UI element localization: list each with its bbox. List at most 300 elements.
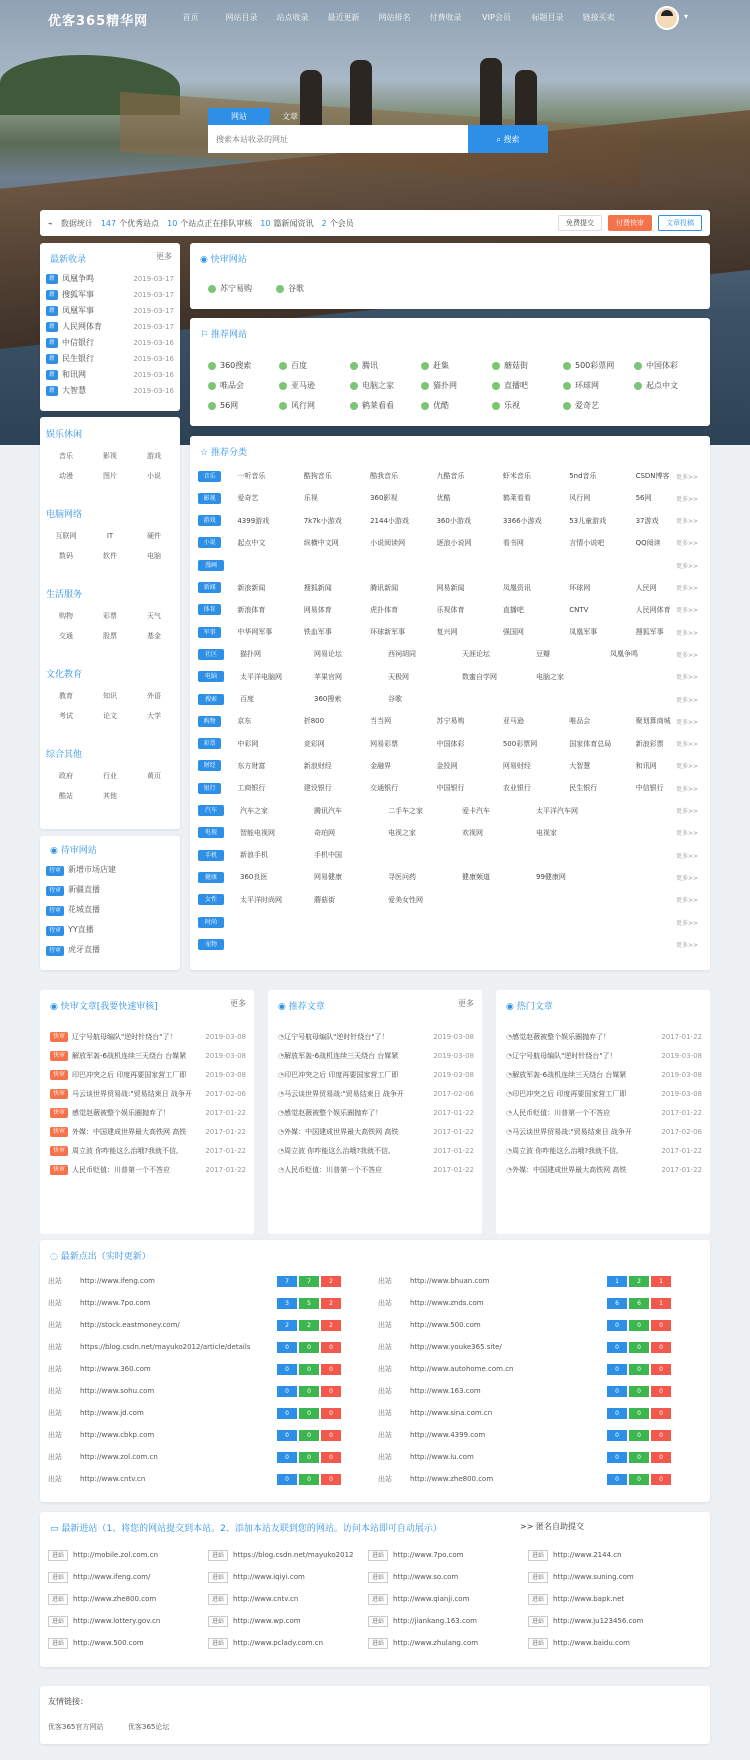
category-site-link[interactable]: 起点中文 (237, 538, 266, 547)
visit-url[interactable]: http://www.ju123456.com (553, 1617, 644, 1625)
click-url[interactable]: http://www.360.com (80, 1365, 151, 1373)
category-site-link[interactable]: 言情小说吧 (569, 538, 605, 547)
article-item[interactable] (278, 1163, 474, 1177)
category-more-link[interactable]: 更多>> (675, 785, 698, 793)
article-item[interactable] (506, 1049, 702, 1063)
click-url[interactable]: http://www.youke365.site/ (410, 1343, 502, 1351)
category-site-link[interactable]: 亚马逊 (502, 717, 524, 726)
category-site-link[interactable]: 53儿童游戏 (569, 516, 607, 525)
category-site-link[interactable]: 逐浪小说网 (436, 538, 472, 547)
click-url[interactable]: http://www.lu.com (410, 1453, 474, 1461)
pending-item[interactable] (46, 864, 116, 876)
category-site-link[interactable]: 西祠胡同 (388, 650, 416, 659)
category-link[interactable]: 大学 (147, 712, 161, 720)
category-site-link[interactable]: 直播吧 (502, 605, 524, 614)
category-site-link[interactable]: 金融界 (370, 761, 392, 770)
site-link[interactable] (421, 360, 449, 371)
site-link[interactable] (350, 380, 394, 391)
site-link[interactable] (634, 380, 678, 391)
category-site-link[interactable]: 网易新闻 (436, 583, 465, 592)
visit-item[interactable] (368, 1634, 478, 1652)
article-item[interactable] (278, 1030, 474, 1044)
search-button[interactable] (468, 125, 548, 153)
article-item[interactable] (50, 1106, 246, 1120)
category-link[interactable]: 考试 (59, 712, 73, 720)
click-row[interactable] (48, 1426, 368, 1444)
category-site-link[interactable]: 中国银行 (436, 784, 465, 793)
pending-item[interactable] (46, 944, 100, 956)
visit-item[interactable] (208, 1634, 323, 1652)
category-site-link[interactable]: 5nd音乐 (569, 472, 597, 480)
category-site-link[interactable]: 网易彩票 (370, 739, 399, 748)
site-link[interactable] (492, 380, 528, 391)
nav-item[interactable]: 付费收录 (429, 13, 462, 22)
click-row[interactable] (378, 1448, 698, 1466)
nav-item[interactable]: 标题目录 (531, 13, 564, 22)
category-link[interactable]: 其他 (103, 792, 117, 800)
category-site-link[interactable]: 网易体育 (303, 605, 332, 614)
nav-item[interactable]: VIP会员 (482, 13, 511, 22)
category-tag[interactable]: 游戏 (198, 515, 221, 526)
category-tag[interactable]: 时尚 (198, 917, 224, 928)
category-site-link[interactable]: 民生银行 (569, 784, 598, 793)
category-more-link[interactable]: 更多>> (675, 941, 698, 949)
click-url[interactable]: http://www.sohu.com (80, 1387, 155, 1395)
article-item[interactable] (50, 1144, 246, 1158)
visit-item[interactable] (528, 1546, 622, 1564)
category-site-link[interactable]: 欢视网 (462, 828, 483, 837)
article-item[interactable] (278, 1144, 474, 1158)
category-site-link[interactable]: 九酷音乐 (436, 472, 465, 480)
friend-link[interactable]: 优客365官方网站 (48, 1723, 104, 1731)
visit-url[interactable]: http://www.ifeng.com/ (73, 1573, 151, 1581)
article-item[interactable] (50, 1125, 246, 1139)
category-tag[interactable]: 健康 (198, 872, 224, 883)
category-site-link[interactable]: 京东 (237, 717, 252, 726)
visit-url[interactable]: http://www.iqiyi.com (233, 1573, 305, 1581)
visit-item[interactable] (368, 1546, 463, 1564)
article-item[interactable] (50, 1068, 246, 1082)
category-site-link[interactable]: 人民网 (635, 583, 657, 592)
click-row[interactable] (48, 1294, 368, 1312)
click-url[interactable]: http://www.ifeng.com (80, 1277, 155, 1285)
site-logo[interactable]: 优客365精华网 (48, 14, 149, 29)
site-link[interactable] (350, 360, 378, 371)
category-site-link[interactable]: 37游戏 (635, 516, 659, 525)
visit-url[interactable]: http://www.suning.com (553, 1573, 634, 1581)
category-link[interactable]: 行业 (103, 772, 117, 780)
category-site-link[interactable]: 360搜索 (314, 695, 342, 703)
category-site-link[interactable]: 360小游戏 (436, 516, 471, 525)
click-url[interactable]: http://www.autohome.com.cn (410, 1365, 514, 1373)
category-site-link[interactable]: 腾讯汽车 (314, 806, 342, 815)
visit-url[interactable]: http://www.zhe800.com (73, 1595, 157, 1603)
category-tag[interactable]: 彩票 (198, 738, 221, 749)
nav-item[interactable]: 站点收录 (276, 13, 309, 22)
category-link[interactable]: 天气 (147, 612, 161, 620)
visit-item[interactable] (368, 1590, 469, 1608)
category-link[interactable]: 知识 (103, 692, 117, 700)
category-site-link[interactable]: 健康频道 (462, 873, 490, 882)
nav-item[interactable]: 首页 (182, 13, 199, 22)
category-tag[interactable]: 电脑 (198, 671, 224, 682)
site-link[interactable] (492, 360, 528, 371)
category-site-link[interactable]: 鹤莱看看 (502, 494, 531, 503)
category-more-link[interactable]: 更多>> (675, 607, 698, 615)
category-tag[interactable]: 体育 (198, 604, 221, 615)
category-site-link[interactable]: 新浪新闻 (237, 583, 266, 592)
nav-item[interactable]: 网站目录 (225, 13, 258, 22)
latest-item[interactable] (46, 367, 174, 382)
click-row[interactable] (378, 1316, 698, 1334)
nav-item[interactable]: 网站排名 (378, 13, 411, 22)
visit-url[interactable]: http://www.bapk.net (553, 1595, 625, 1603)
free-submit-button[interactable]: 免费提交 (558, 215, 602, 231)
category-site-link[interactable]: 汽车之家 (240, 806, 268, 815)
category-more-link[interactable]: 更多>> (675, 874, 698, 882)
click-row[interactable] (378, 1404, 698, 1422)
category-site-link[interactable]: 铁血军事 (303, 628, 332, 637)
latest-item[interactable] (46, 287, 174, 302)
site-link[interactable] (421, 380, 457, 391)
category-site-link[interactable]: 看书网 (502, 538, 524, 547)
category-link[interactable]: 酷站 (59, 792, 73, 800)
click-url[interactable]: http://www.znds.com (410, 1299, 484, 1307)
category-more-link[interactable]: 更多>> (675, 540, 698, 548)
article-item[interactable] (278, 1049, 474, 1063)
category-more-link[interactable]: 更多>> (675, 473, 698, 481)
article-item[interactable] (50, 1030, 246, 1044)
article-item[interactable] (506, 1125, 702, 1139)
click-url[interactable]: http://www.7po.com (80, 1299, 151, 1307)
site-link[interactable] (208, 360, 251, 371)
category-link[interactable]: 购物 (59, 612, 73, 620)
article-item[interactable] (278, 1068, 474, 1082)
category-link[interactable]: 影视 (103, 452, 117, 460)
category-site-link[interactable]: 360影视 (370, 494, 398, 503)
site-link[interactable] (208, 380, 244, 391)
category-site-link[interactable]: 百度 (240, 695, 254, 703)
site-link[interactable] (563, 380, 599, 391)
category-site-link[interactable]: 强国网 (502, 628, 524, 637)
category-site-link[interactable]: 新浪体育 (237, 605, 266, 614)
category-site-link[interactable]: 爱美女性网 (388, 895, 423, 904)
category-site-link[interactable]: 中信银行 (635, 784, 664, 793)
category-tag[interactable]: 电视 (198, 827, 224, 838)
category-link[interactable]: 教育 (59, 692, 73, 700)
visit-url[interactable]: http://www.qianji.com (393, 1595, 470, 1603)
visit-url[interactable]: http://www.2144.cn (553, 1551, 622, 1559)
category-site-link[interactable]: 99健康网 (536, 873, 566, 882)
category-site-link[interactable]: 电脑之家 (536, 672, 564, 681)
visit-item[interactable] (48, 1568, 150, 1586)
category-site-link[interactable]: 二手车之家 (388, 806, 423, 815)
category-site-link[interactable]: 乐视体育 (436, 605, 465, 614)
search-input[interactable] (208, 125, 468, 153)
category-site-link[interactable]: 智能电视网 (240, 828, 275, 837)
category-link[interactable]: 论文 (103, 712, 117, 720)
article-item[interactable] (506, 1106, 702, 1120)
click-row[interactable] (48, 1404, 368, 1422)
category-tag[interactable]: 银行 (198, 783, 221, 794)
site-link[interactable] (634, 360, 678, 371)
category-tag[interactable]: 购物 (198, 716, 221, 727)
category-more-link[interactable]: 更多>> (675, 629, 698, 637)
category-link[interactable]: 图片 (103, 472, 117, 480)
pending-item[interactable] (46, 884, 100, 896)
article-more-link[interactable]: 更多 (458, 999, 474, 1008)
visit-item[interactable] (48, 1612, 160, 1630)
category-site-link[interactable]: 聚划算商城 (635, 717, 671, 726)
click-row[interactable] (48, 1272, 368, 1290)
click-url[interactable]: http://www.cntv.cn (80, 1475, 146, 1483)
visit-item[interactable] (208, 1568, 305, 1586)
category-link[interactable]: 交通 (59, 632, 73, 640)
visit-url[interactable]: http://www.baidu.com (553, 1639, 630, 1647)
category-site-link[interactable]: 7k7k小游戏 (303, 516, 342, 525)
category-site-link[interactable]: 一听音乐 (237, 472, 266, 480)
visit-url[interactable]: http://www.7po.com (393, 1551, 464, 1559)
click-row[interactable] (378, 1382, 698, 1400)
category-site-link[interactable]: 交通银行 (370, 784, 399, 793)
category-more-link[interactable]: 更多>> (675, 495, 698, 503)
latest-item[interactable] (46, 351, 174, 366)
category-more-link[interactable]: 更多>> (675, 696, 698, 704)
site-link[interactable] (208, 400, 238, 411)
category-site-link[interactable]: 人民网体育 (635, 605, 671, 614)
site-link[interactable] (279, 360, 307, 371)
category-site-link[interactable]: 当当网 (370, 717, 392, 726)
category-site-link[interactable]: 3366小游戏 (502, 516, 542, 525)
category-site-link[interactable]: 太平洋时尚网 (240, 895, 282, 904)
click-row[interactable] (48, 1470, 368, 1488)
category-more-link[interactable]: 更多>> (675, 674, 698, 682)
click-url[interactable]: http://www.cbkp.com (80, 1431, 155, 1439)
category-site-link[interactable]: 小说阅读网 (370, 538, 406, 547)
category-site-link[interactable]: 中彩网 (237, 739, 259, 748)
latest-item[interactable] (46, 319, 174, 334)
category-site-link[interactable]: 建设银行 (303, 784, 332, 793)
category-tag[interactable]: 财经 (198, 760, 221, 771)
click-url[interactable]: http://stock.eastmoney.com/ (80, 1321, 180, 1329)
category-site-link[interactable]: 56网 (635, 494, 652, 503)
category-site-link[interactable]: 爱卡汽车 (462, 806, 490, 815)
category-link[interactable]: 动漫 (59, 472, 73, 480)
category-site-link[interactable]: 酷狗音乐 (303, 472, 332, 480)
user-avatar[interactable] (655, 6, 679, 30)
category-site-link[interactable]: 2144小游戏 (370, 516, 409, 525)
visit-item[interactable] (368, 1612, 477, 1630)
latest-item[interactable] (46, 303, 174, 318)
visit-url[interactable]: http://mobile.zol.com.cn (73, 1551, 159, 1559)
click-row[interactable] (378, 1272, 698, 1290)
category-site-link[interactable]: 凤凰资讯 (502, 583, 531, 592)
visit-item[interactable] (528, 1612, 644, 1630)
click-url[interactable]: http://www.163.com (410, 1387, 481, 1395)
category-site-link[interactable]: 乐视 (303, 494, 318, 503)
click-row[interactable] (48, 1448, 368, 1466)
site-link[interactable] (208, 283, 252, 294)
category-site-link[interactable]: 凤凰军事 (569, 628, 598, 637)
nav-item[interactable]: 最近更新 (327, 13, 360, 22)
category-more-link[interactable]: 更多>> (675, 763, 698, 771)
category-site-link[interactable]: 纵横中文网 (303, 538, 339, 547)
category-site-link[interactable]: 虾米音乐 (502, 472, 531, 480)
category-site-link[interactable]: 天涯论坛 (462, 650, 490, 659)
category-link[interactable]: 音乐 (59, 452, 73, 460)
category-link[interactable]: 硬件 (147, 532, 161, 540)
category-more-link[interactable]: 更多>> (675, 518, 698, 526)
category-tag[interactable]: 漫画 (198, 560, 224, 571)
article-item[interactable] (50, 1087, 246, 1101)
category-site-link[interactable]: CSDN博客 (635, 472, 670, 480)
search-tab-article[interactable]: 文章 (282, 112, 298, 121)
pending-item[interactable] (46, 924, 94, 936)
site-link[interactable] (276, 283, 304, 294)
visit-item[interactable] (528, 1590, 624, 1608)
category-site-link[interactable]: 优酷 (436, 494, 451, 503)
visit-url[interactable]: http://www.wp.com (233, 1617, 301, 1625)
visit-url[interactable]: http://www.500.com (73, 1639, 144, 1647)
click-row[interactable] (378, 1470, 698, 1488)
category-site-link[interactable]: 工商银行 (237, 784, 266, 793)
category-site-link[interactable]: 国家体育总局 (569, 739, 612, 748)
visit-item[interactable] (528, 1634, 630, 1652)
category-site-link[interactable]: 农业银行 (502, 784, 531, 793)
category-site-link[interactable]: 搜狐军事 (635, 628, 664, 637)
visit-url[interactable]: http://www.so.com (393, 1573, 459, 1581)
category-more-link[interactable]: 更多>> (675, 585, 698, 592)
category-link[interactable]: 数码 (59, 552, 73, 560)
article-item[interactable] (278, 1087, 474, 1101)
visit-url[interactable]: http://www.lottery.gov.cn (73, 1617, 161, 1625)
site-link[interactable] (421, 400, 449, 411)
friend-link[interactable]: 优客365论坛 (128, 1723, 170, 1731)
category-site-link[interactable]: 4399游戏 (237, 516, 270, 525)
category-site-link[interactable]: 豆瓣 (536, 650, 550, 659)
category-site-link[interactable]: 电视家 (536, 828, 557, 837)
category-site-link[interactable]: CNTV (569, 605, 589, 614)
article-item[interactable] (50, 1049, 246, 1063)
category-link[interactable]: 股票 (103, 632, 117, 640)
click-url[interactable]: https://blog.csdn.net/mayuko2012/article/details (80, 1343, 251, 1351)
chevron-down-icon[interactable]: ▾ (684, 12, 689, 21)
category-tag[interactable]: 女性 (198, 894, 224, 905)
visit-item[interactable] (368, 1568, 458, 1586)
article-submit-button[interactable]: 文章投稿 (658, 215, 702, 231)
category-tag[interactable]: 手机 (198, 850, 224, 861)
category-site-link[interactable]: 网易财经 (502, 761, 531, 770)
category-tag[interactable]: 影视 (198, 493, 221, 504)
site-link[interactable] (492, 400, 520, 411)
visit-item[interactable] (48, 1590, 156, 1608)
category-link[interactable]: 外语 (147, 692, 161, 700)
visit-item[interactable] (208, 1612, 301, 1630)
site-link[interactable] (279, 380, 315, 391)
click-url[interactable]: http://www.jd.com (80, 1409, 144, 1417)
category-link[interactable]: IT (106, 532, 114, 540)
category-site-link[interactable]: 电视之家 (388, 828, 416, 837)
category-site-link[interactable]: 腾讯新闻 (370, 583, 399, 592)
category-more-link[interactable]: 更多>> (675, 741, 698, 749)
category-site-link[interactable]: 中华网军事 (237, 628, 273, 637)
click-row[interactable] (48, 1338, 368, 1356)
category-more-link[interactable]: 更多>> (675, 897, 698, 905)
category-site-link[interactable]: 风行网 (569, 494, 591, 503)
category-site-link[interactable]: 折800 (303, 717, 325, 726)
category-site-link[interactable]: 网易论坛 (314, 650, 342, 659)
category-tag[interactable]: 搜索 (198, 694, 224, 705)
click-url[interactable]: http://www.4399.com (410, 1431, 486, 1439)
category-site-link[interactable]: 大智慧 (569, 761, 591, 770)
category-more-link[interactable]: 更多>> (675, 919, 698, 927)
article-item[interactable] (506, 1163, 702, 1177)
visit-url[interactable]: http://www.cntv.cn (233, 1595, 299, 1603)
category-tag[interactable]: 汽车 (198, 805, 224, 816)
search-tab-site[interactable]: 网站 (208, 108, 270, 125)
category-link[interactable]: 彩票 (103, 612, 117, 620)
category-link[interactable]: 软件 (103, 552, 117, 560)
category-more-link[interactable]: 更多>> (675, 651, 698, 659)
category-site-link[interactable]: 中国体彩 (436, 739, 465, 748)
visit-url[interactable]: http://www.zhulang.com (393, 1639, 479, 1647)
article-item[interactable] (506, 1068, 702, 1082)
category-site-link[interactable]: 蘑菇街 (314, 895, 335, 904)
category-link[interactable]: 政府 (59, 772, 73, 780)
category-site-link[interactable]: 新浪彩票 (635, 739, 664, 748)
category-link[interactable]: 小说 (147, 472, 161, 480)
category-site-link[interactable]: 天极网 (388, 672, 409, 681)
site-link[interactable] (350, 400, 394, 411)
category-more-link[interactable]: 更多>> (675, 852, 698, 860)
click-row[interactable] (378, 1294, 698, 1312)
category-site-link[interactable]: 360良医 (240, 873, 268, 882)
category-site-link[interactable]: 苏宁易购 (436, 717, 465, 726)
visit-item[interactable] (208, 1590, 298, 1608)
category-site-link[interactable]: 太平洋电脑网 (240, 672, 282, 681)
category-tag[interactable]: 军事 (198, 627, 221, 638)
click-row[interactable] (48, 1316, 368, 1334)
article-item[interactable] (278, 1125, 474, 1139)
click-url[interactable]: http://www.sina.com.cn (410, 1409, 493, 1417)
site-link[interactable] (279, 400, 315, 411)
category-site-link[interactable]: QQ阅读 (635, 538, 661, 547)
site-link[interactable] (563, 360, 614, 371)
visit-item[interactable] (48, 1634, 144, 1652)
category-tag[interactable]: 社区 (198, 649, 224, 660)
click-row[interactable] (378, 1360, 698, 1378)
visit-url[interactable]: https://blog.csdn.net/mayuko2012 (233, 1551, 354, 1559)
paid-review-button[interactable]: 付费快审 (608, 215, 652, 231)
visit-url[interactable]: http://www.pclady.com.cn (233, 1639, 324, 1647)
latest-item[interactable] (46, 335, 174, 350)
category-site-link[interactable]: 虎扑体育 (370, 605, 399, 614)
article-more-link[interactable]: 更多 (230, 999, 246, 1008)
click-row[interactable] (48, 1360, 368, 1378)
category-site-link[interactable]: 500彩票网 (502, 739, 538, 748)
pending-item[interactable] (46, 904, 100, 916)
click-url[interactable]: http://www.zhe800.com (410, 1475, 494, 1483)
category-link[interactable]: 基金 (147, 632, 161, 640)
category-tag[interactable]: 音乐 (198, 471, 221, 482)
click-row[interactable] (378, 1338, 698, 1356)
category-site-link[interactable]: 和讯网 (635, 761, 657, 770)
category-site-link[interactable]: 苹果官网 (314, 672, 342, 681)
category-site-link[interactable]: 酷我音乐 (370, 472, 399, 480)
category-site-link[interactable]: 复兴网 (436, 628, 458, 637)
anonymous-submit-link[interactable]: >> 匿名自助提交 (520, 1522, 584, 1531)
click-url[interactable]: http://www.500.com (410, 1321, 481, 1329)
